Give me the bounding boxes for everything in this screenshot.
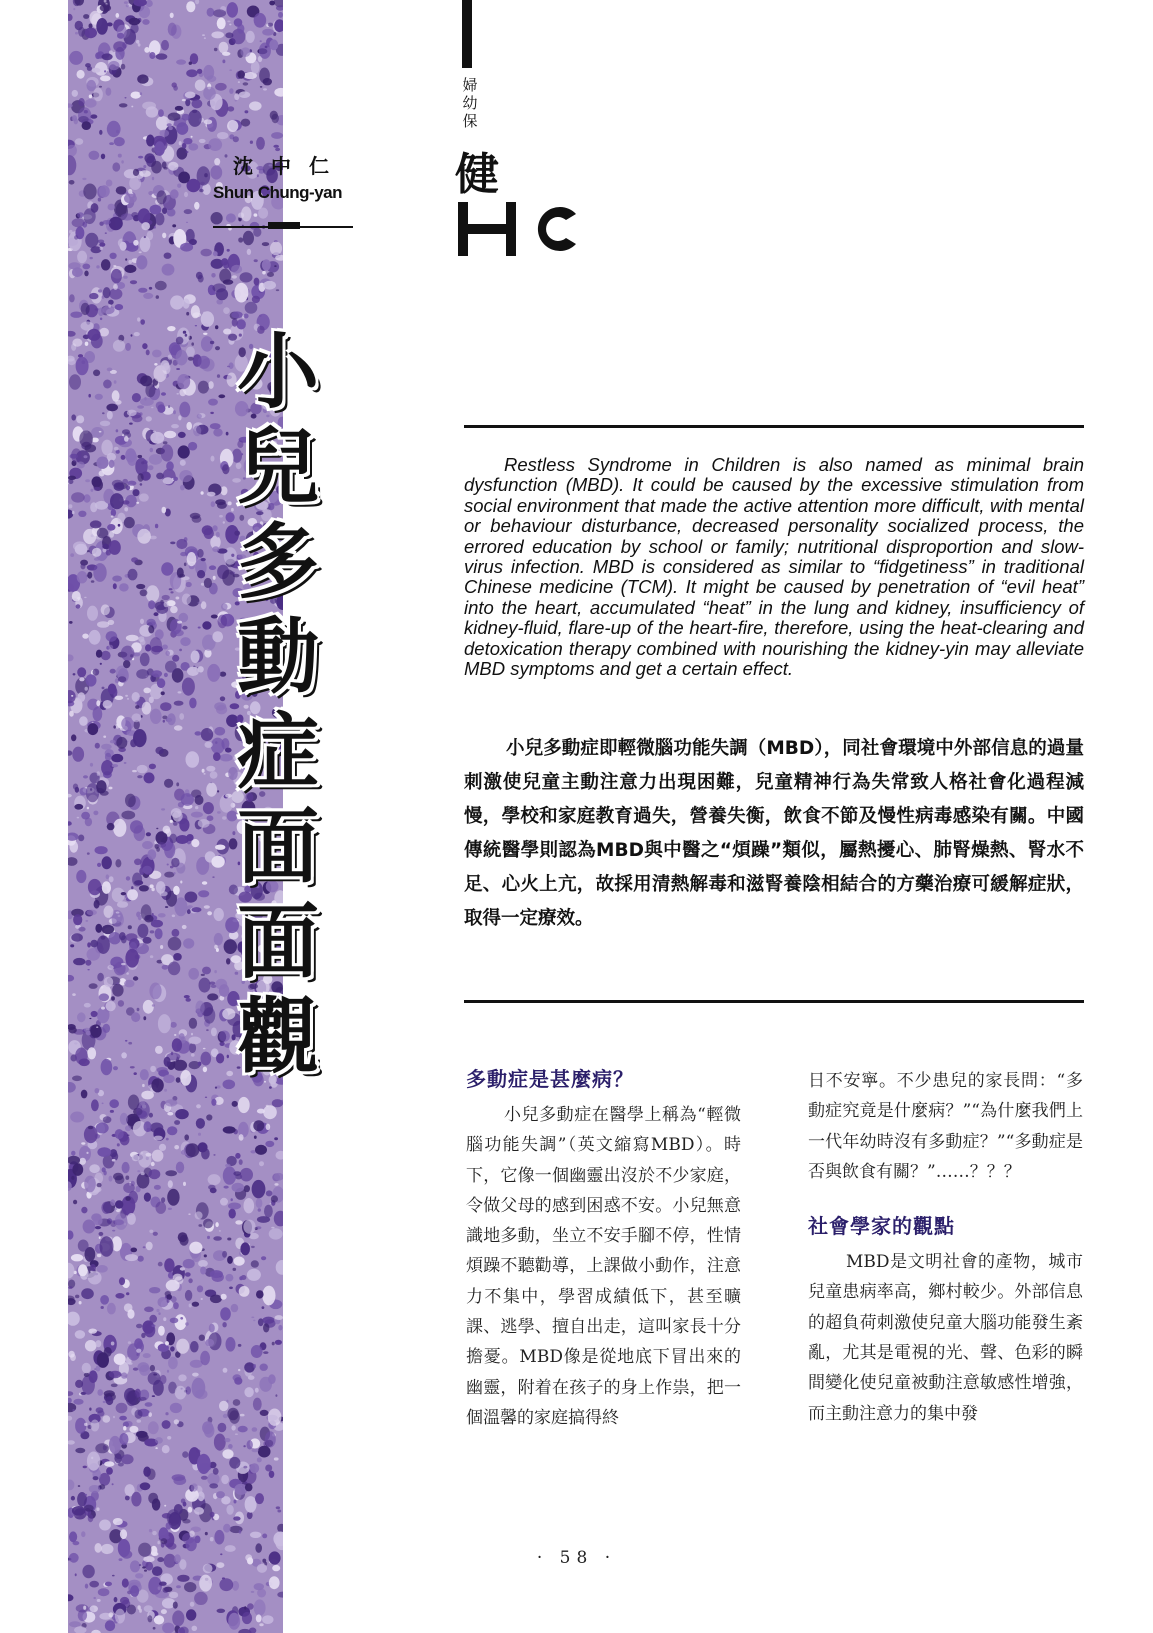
hc-logo-icon [458,200,583,260]
body-paragraph: MBD是文明社會的產物，城市兒童患病率高，鄉村較少。外部信息的超負荷刺激使兒童大腦功能發生紊亂，尤其是電視的光、聲、色彩的瞬間變化使兒童被動注意敏感性增強，而主動注意力的集中發 [808,1252,1083,1424]
section-heading: 社會學家的觀點 [808,1214,955,1239]
section-label-char: 保 [462,112,478,130]
body-paragraph: 日不安寧。不少患兒的家長問：“多動症究竟是什麼病？”“為什麼我們上一代年幼時沒有多動症？”“多動症是否與飲食有關？”……？？？ [808,1071,1083,1182]
english-abstract [464,455,1084,679]
chinese-summary [464,732,1084,936]
author-name-en: Shun Chung-yan [213,183,342,202]
section-label [458,76,482,130]
top-rule [464,425,1084,428]
title-char: 面 [236,895,319,990]
author-name-cn: 沈中仁 [233,154,347,178]
title-char: 兒 [236,420,319,515]
section-label-char: 幼 [462,94,478,112]
section-label-char: 婦 [462,76,478,94]
section-big-char: 健 [455,149,499,200]
summary-text: 小兒多動症即輕微腦功能失調（MBD），同社會環境中外部信息的過量刺激使兒童主動注意力出現困難，兒童精神行為失常致人格社會化過程減慢，學校和家庭教育過失，營養失衡，飲食不節及慢性病毒感染有關。中國傳統醫學則認為MBD與中醫之“煩躁”類似，屬熱擾心、肺腎燥熱、腎水不足、心火上亢，故採用清熱解毒和滋腎養陰相結合的方藥治療可緩解症狀，取得一定療效。 [464,738,1084,929]
page-number: · 58 · [536,1548,617,1568]
body-column-left [466,1064,741,1433]
author-rule-accent [268,222,300,229]
section-bar [462,0,472,68]
abstract-text: Restless Syndrome in Children is also named as minimal brain dysfunction (MBD). It could be caused by the excessive stimulation from social environment that made the active attention more difficult, with mental or behaviour disturbance, decreased personality socialized process, the errored education by school or family; nutritional disproportion and slow-virus infection. MBD is considered as similar to “fidgetiness” in traditional Chinese medicine (TCM). It might be caused by penetration of “evil heat” into the heart, accumulated “heat” in the lung and kidney, insufficiency of kidney-fluid, flare-up of the heart-fire, therefore, using the heat-clearing and detoxication therapy combined with nourishing the kidney-yin may alleviate MBD symptoms and get a certain effect. [464,454,1084,680]
author-block [213,150,363,203]
section-heading: 多動症是甚麼病？ [466,1067,634,1091]
body-column-right [808,1066,1083,1429]
title-char: 小 [236,325,319,420]
title-char: 症 [236,705,319,800]
article-title [228,325,328,1085]
title-char: 面 [236,800,319,895]
title-char: 動 [236,610,319,705]
title-char: 觀 [236,990,319,1085]
body-paragraph: 小兒多動症在醫學上稱為“輕微腦功能失調”（英文縮寫MBD）。時下，它像一個幽靈出沒於不少家庭，令做父母的感到困惑不安。小兒無意識地多動，坐立不安手腳不停，性情煩躁不聽勸導，上課做小動作，注意力不集中，學習成績低下，甚至曠課、逃學、擅自出走，這叫家長十分擔憂。MBD像是從地底下冒出來的幽靈，附着在孩子的身上作祟，把一個溫馨的家庭搞得終 [466,1105,741,1428]
title-char: 多 [236,515,319,610]
middle-rule [464,1000,1084,1003]
